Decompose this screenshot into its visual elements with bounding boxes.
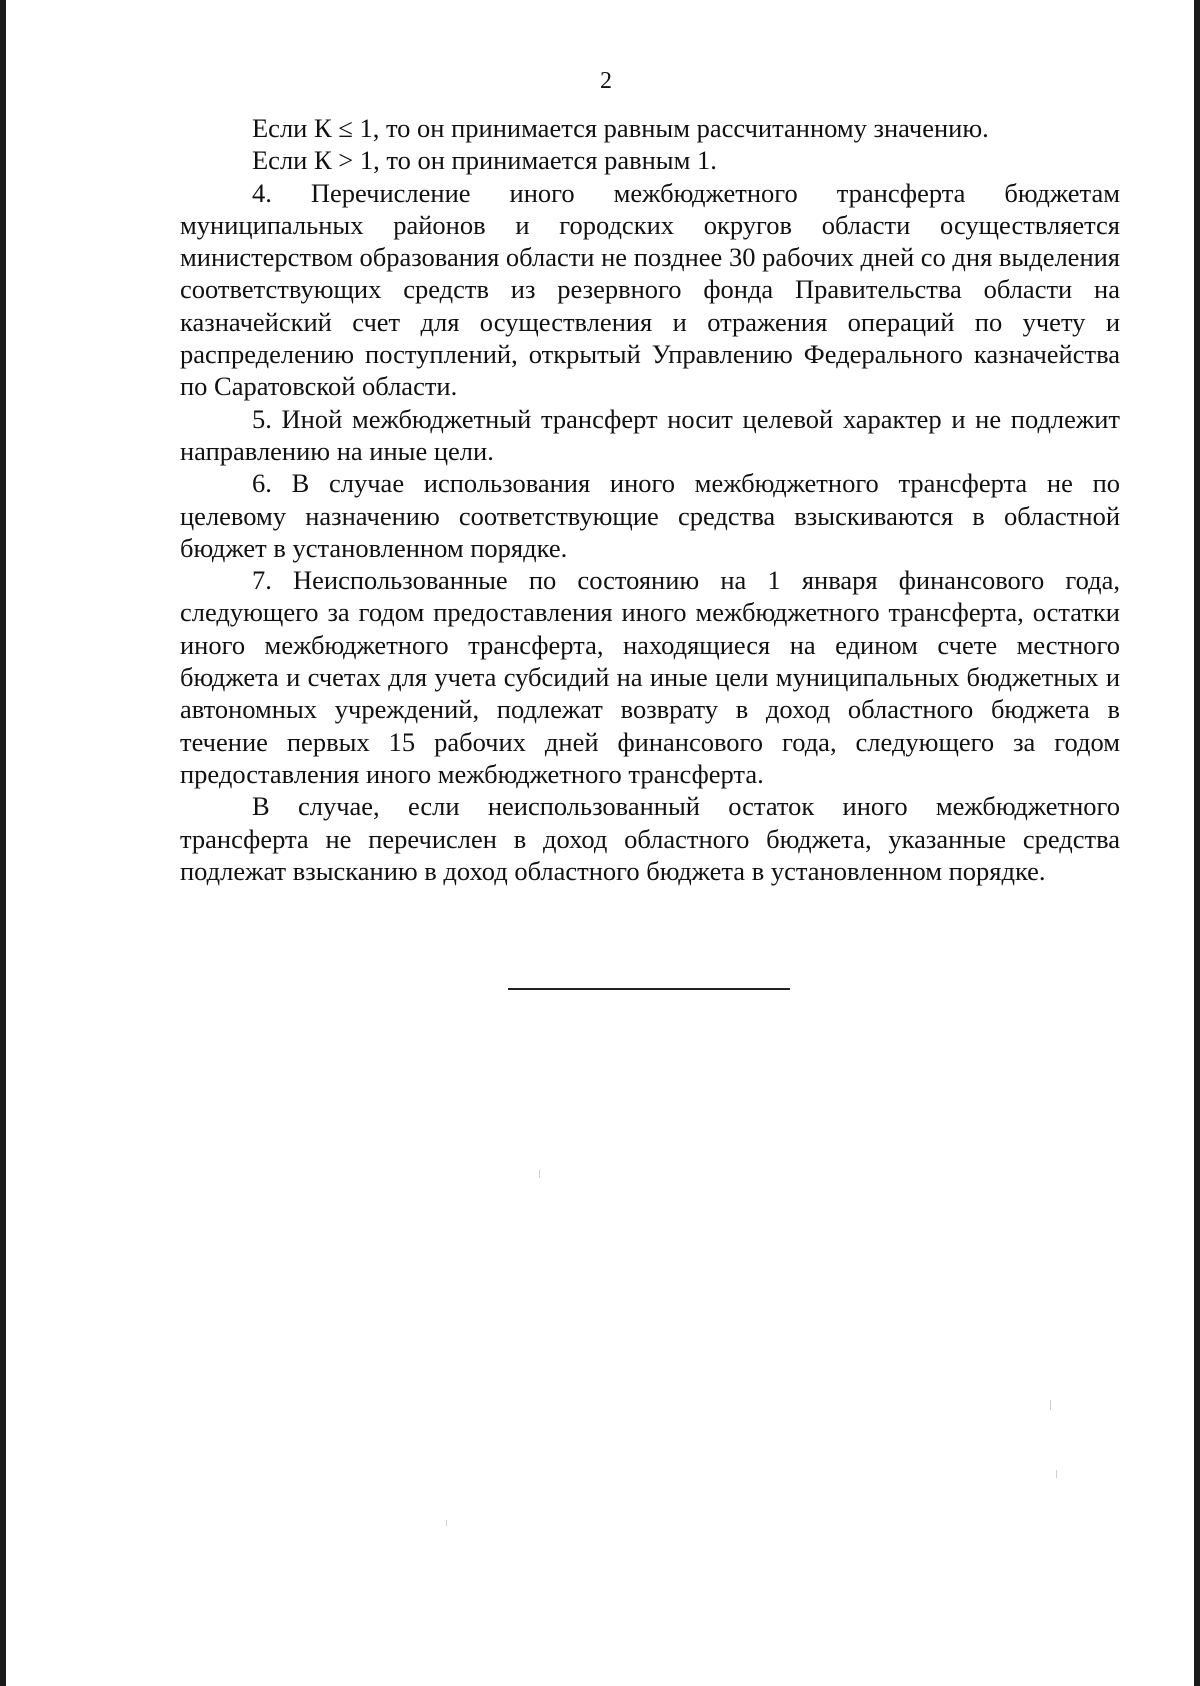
- paragraph-item-5: 5. Иной межбюджетный трансферт носит целевой характер и не подлежит направлению на иные цели.: [180, 403, 1120, 466]
- scan-speck: [1050, 1400, 1051, 1410]
- page-number: 2: [600, 68, 612, 94]
- paragraph-k-le-1: Если К ≤ 1, то он принимается равным рассчитанному значению.: [252, 113, 989, 143]
- paragraph-k-gt-1: Если К > 1, то он принимается равным 1.: [252, 145, 717, 176]
- end-of-document-line: [508, 988, 790, 990]
- paragraph-item-7: 7. Неиспользованные по состоянию на 1 января финансового года, следующего за годом предоставления иного межбюджетного трансферта, остатки иного межбюджетного трансферта, находящиеся на едином счете местного бюджета и счетах для учета субсидий на иные цели муниципальных бюджетных и автономных учреждений, подлежат возврату в доход областного бюджета в течение первых 15 рабочих дней финансового года, следующего за годом предоставления иного межбюджетного трансферта.: [180, 565, 1120, 789]
- paragraph-unused-remainder: В случае, если неиспользованный остаток иного межбюджетного трансферта не перечислен в доход областного бюджета, указанные средства подлежат взысканию в доход областного бюджета в установленном порядке.: [180, 791, 1120, 886]
- scan-speck: [539, 1170, 540, 1178]
- document-body: [180, 112, 1120, 887]
- scan-speck: [1056, 1470, 1057, 1478]
- scan-speck: [446, 1520, 447, 1526]
- paragraph-item-4: 4. Перечисление иного межбюджетного трансферта бюджетам муниципальных районов и городских округов области осуществляется министерством образования области не позднее 30 рабочих дней со дня выделения соответствующих средств из резервного фонда Правительства области на казначейский счет для осуществления и отражения операций по учету и распределению поступлений, открытый Управлению Федерального казначейства по Саратовской области.: [180, 177, 1120, 402]
- paragraph-item-6: 6. В случае использования иного межбюджетного трансферта не по целевому назначению соответствующие средства взыскиваются в областной бюджет в установленном порядке.: [180, 468, 1120, 563]
